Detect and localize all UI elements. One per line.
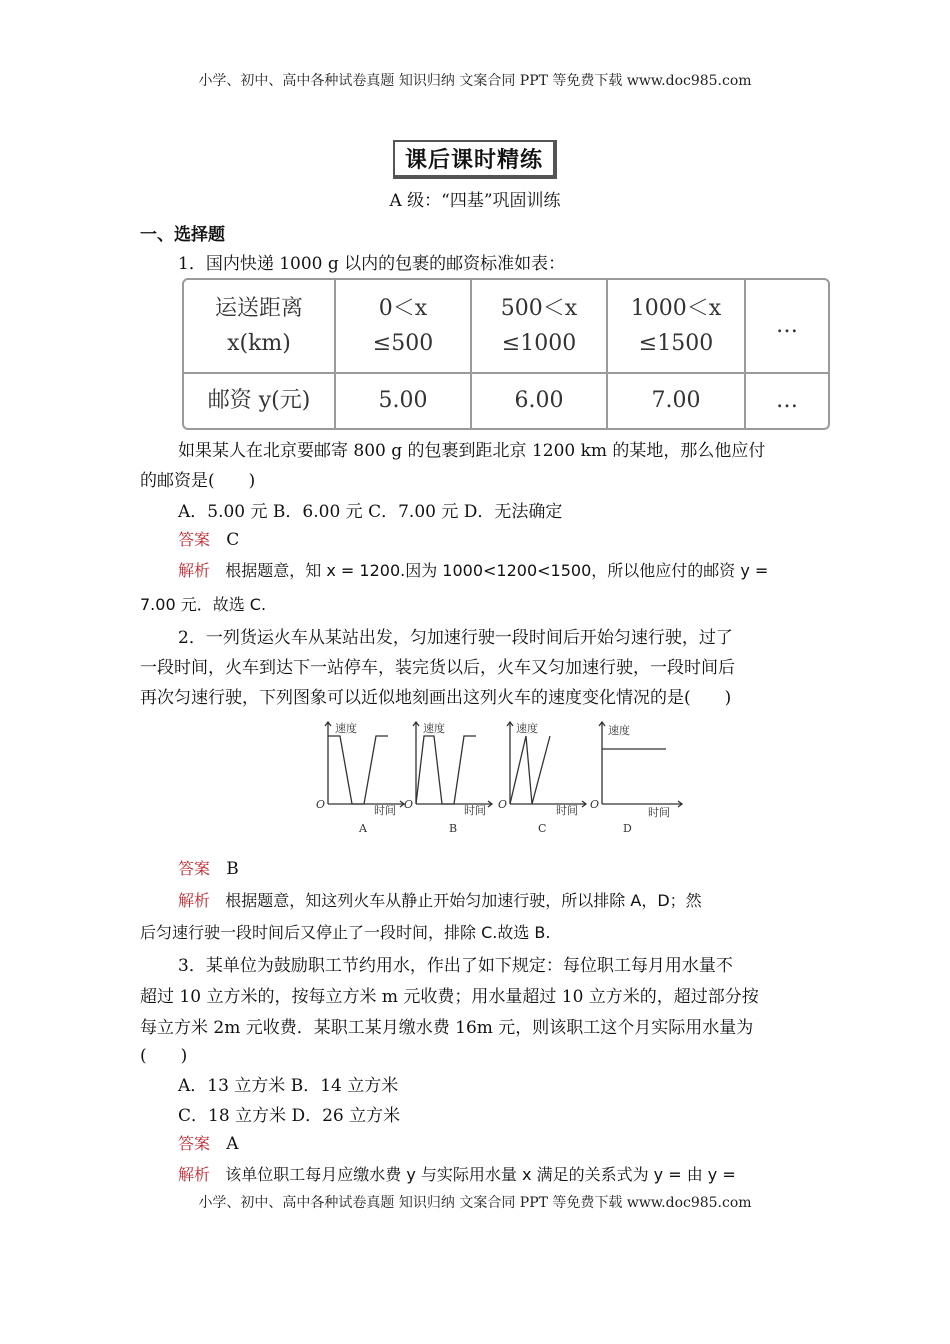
- answer-label: 答案: [178, 859, 211, 878]
- analysis-label: 解析: [178, 891, 211, 910]
- q3-line-3: 每立方米 2m 元收费．某职工某月缴水费 16m 元，则该职工这个月实际用水量为: [140, 1018, 754, 1038]
- postage-more: …: [776, 388, 798, 414]
- graph-a-xlabel: 时间: [374, 804, 396, 817]
- graph-b-origin: O: [404, 798, 414, 811]
- graph-d-ylabel: 速度: [608, 724, 630, 737]
- q3-line-2: 超过 10 立方米的，按每立方米 m 元收费；用水量超过 10 立方米的，超过部分按: [140, 987, 759, 1007]
- section-heading: 一、选择题: [140, 225, 225, 245]
- graph-c-label: C: [538, 822, 547, 835]
- analysis-label: 解析: [178, 561, 211, 580]
- q3-line-4: ( ): [140, 1046, 188, 1066]
- q1-analysis-1: 根据题意，知 x = 1200.因为 1000<1200<1500，所以他应付的邮资 y =: [225, 561, 769, 580]
- q1-answer: C: [226, 530, 240, 550]
- range-more: …: [776, 313, 798, 339]
- range-1-bottom: ≤500: [372, 331, 434, 356]
- section-title: 课后课时精练: [393, 140, 557, 179]
- q2-line-2: 一段时间，火车到达下一站停车，装完货以后，火车又匀加速行驶，一段时间后: [140, 658, 735, 678]
- q2-answer: B: [226, 859, 239, 879]
- range-2-top: 500＜x: [500, 295, 578, 321]
- postage-1: 5.00: [336, 374, 472, 428]
- page-footer: 小学、初中、高中各种试卷真题 知识归纳 文案合同 PPT 等免费下载 www.doc985.com: [198, 1195, 752, 1211]
- graph-d-label: D: [623, 822, 632, 835]
- graph-a-ylabel: 速度: [335, 722, 357, 735]
- graph-c-xlabel: 时间: [556, 804, 578, 817]
- postage-3: 7.00: [608, 374, 746, 428]
- graph-c-origin: O: [498, 798, 508, 811]
- analysis-label: 解析: [178, 1165, 211, 1184]
- q3-options-2: C．18 立方米 D．26 立方米: [178, 1106, 401, 1126]
- q1-analysis-2: 7.00 元．故选 C.: [140, 595, 267, 614]
- range-3-bottom: ≤1500: [638, 331, 714, 356]
- graph-b: [404, 721, 492, 835]
- range-1-top: 0＜x: [378, 295, 428, 321]
- subtitle: A 级：“四基”巩固训练: [389, 191, 561, 211]
- range-3-top: 1000＜x: [630, 295, 722, 321]
- graph-b-curve: [416, 736, 476, 804]
- q2-line-3: 再次匀速行驶，下列图象可以近似地刻画出这列火车的速度变化情况的是( ): [140, 688, 732, 708]
- graph-b-ylabel: 速度: [423, 722, 445, 735]
- q3-line-1: 3．某单位为鼓励职工节约用水，作出了如下规定：每位职工每月用水量不: [178, 956, 733, 976]
- range-2-bottom: ≤1000: [501, 331, 577, 356]
- graph-a-origin: O: [316, 798, 326, 811]
- graph-d: [590, 722, 682, 835]
- graph-b-xlabel: 时间: [464, 804, 486, 817]
- graph-c: [498, 721, 586, 835]
- graph-d-xlabel: 时间: [648, 806, 670, 819]
- answer-label: 答案: [178, 1134, 211, 1153]
- q1-stem: 1．国内快递 1000 g 以内的包裹的邮资标准如表：: [178, 254, 566, 274]
- page-header: 小学、初中、高中各种试卷真题 知识归纳 文案合同 PPT 等免费下载 www.doc985.com: [198, 73, 752, 89]
- graph-a-curve: [328, 736, 388, 804]
- graph-b-label: B: [449, 822, 458, 835]
- graph-c-ylabel: 速度: [516, 722, 538, 735]
- speed-graphs-figure: [306, 716, 686, 846]
- graph-a-label: A: [359, 822, 367, 835]
- q1-text-2: 的邮资是( ): [140, 471, 256, 491]
- q2-analysis-1: 根据题意，知这列火车从静止开始匀加速行驶，所以排除 A，D；然: [225, 891, 702, 910]
- graph-c-curve: [510, 736, 550, 804]
- q1-text-1: 如果某人在北京要邮寄 800 g 的包裹到距北京 1200 km 的某地，那么他应付: [178, 441, 766, 461]
- postage-table: [182, 278, 830, 430]
- q3-answer: A: [226, 1134, 239, 1154]
- q1-options: A．5.00 元 B．6.00 元 C．7.00 元 D．无法确定: [178, 502, 563, 522]
- q2-analysis-2: 后匀速行驶一段时间后又停止了一段时间，排除 C.故选 B.: [140, 923, 551, 942]
- postage-2: 6.00: [472, 374, 608, 428]
- distance-unit: x(km): [227, 331, 291, 356]
- answer-label: 答案: [178, 530, 211, 549]
- q2-line-1: 2．一列货运火车从某站出发，匀加速行驶一段时间后开始匀速行驶，过了: [178, 628, 733, 648]
- q3-analysis-1: 该单位职工每月应缴水费 y 与实际用水量 x 满足的关系式为 y = 由 y =: [225, 1165, 736, 1184]
- q3-options-1: A．13 立方米 B．14 立方米: [178, 1076, 399, 1096]
- distance-header: 运送距离: [214, 295, 303, 321]
- postage-header: 邮资 y(元): [184, 374, 336, 428]
- graph-a: [316, 721, 404, 835]
- graph-d-origin: O: [590, 798, 600, 811]
